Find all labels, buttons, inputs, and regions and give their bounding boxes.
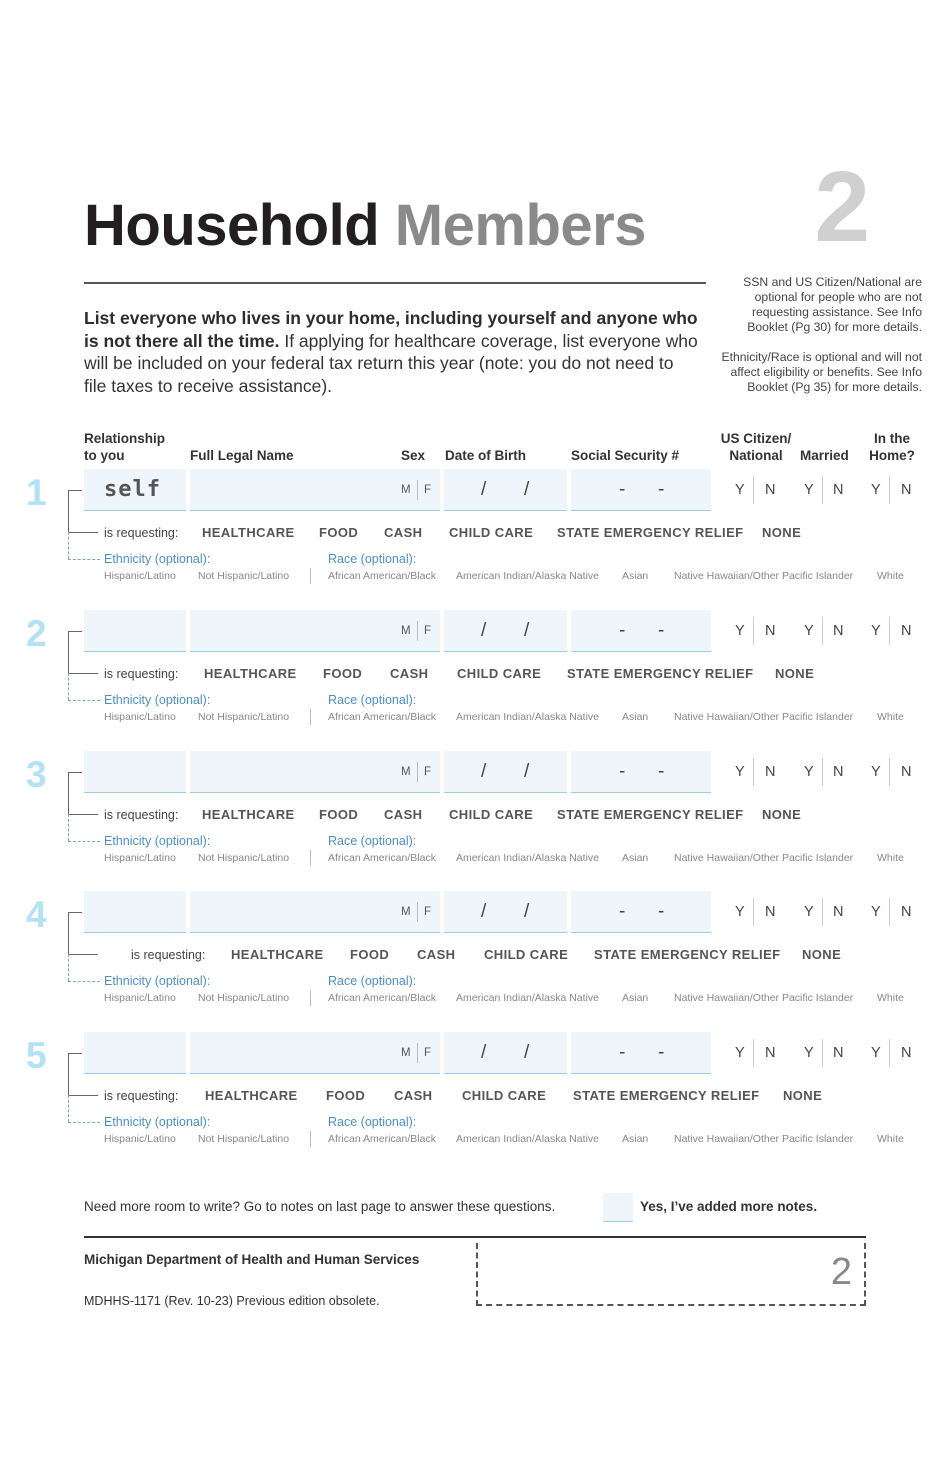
sex-female-option[interactable]: F <box>424 484 432 496</box>
race-option[interactable]: African American/Black <box>328 1133 436 1145</box>
bracket-top-line <box>68 772 82 773</box>
dob-slash: / <box>481 620 487 641</box>
dob-slash: / <box>524 1042 530 1063</box>
race-option[interactable]: Native Hawaiian/Other Pacific Islander <box>674 711 854 723</box>
col-home <box>866 430 918 464</box>
citizen-separator <box>753 898 754 926</box>
request-none-option[interactable]: NONE <box>775 666 815 681</box>
home-no[interactable]: N <box>901 904 912 920</box>
title-light: Members <box>394 193 646 258</box>
ssn-dash: - <box>619 901 626 922</box>
married-yes[interactable]: Y <box>804 623 814 639</box>
ssn-dash: - <box>658 479 665 500</box>
request-food-option[interactable]: FOOD <box>326 1088 366 1103</box>
race-option[interactable]: Asian <box>622 992 649 1004</box>
ethnicity-race-separator <box>310 850 311 866</box>
col-dob: Date of Birth <box>445 448 526 463</box>
ssn-field[interactable] <box>571 751 711 793</box>
race-option[interactable]: African American/Black <box>328 570 436 582</box>
ssn-field[interactable] <box>571 1032 711 1074</box>
request-none-option[interactable]: NONE <box>762 525 802 540</box>
bracket-top-line <box>68 912 82 913</box>
ethnicity-option[interactable]: Hispanic/Latino <box>104 852 176 864</box>
sex-female-option[interactable]: F <box>424 766 432 778</box>
race-label: Race (optional): <box>328 552 417 566</box>
ethnicity-label: Ethnicity (optional): <box>104 1115 211 1129</box>
request-none-option[interactable]: NONE <box>802 947 842 962</box>
ethnicity-race-separator <box>310 1131 311 1147</box>
request-none-option[interactable]: NONE <box>783 1088 823 1103</box>
dob-field[interactable] <box>444 469 567 511</box>
sex-separator <box>417 762 418 782</box>
ssn-dash: - <box>658 620 665 641</box>
bracket-dashed-horizontal <box>68 1122 100 1123</box>
request-child-care-option[interactable]: CHILD CARE <box>449 525 534 540</box>
ethnicity-option[interactable]: Hispanic/Latino <box>104 1133 176 1145</box>
relationship-field[interactable] <box>84 1032 186 1074</box>
married-separator <box>822 898 823 926</box>
bracket-requesting-line <box>68 673 98 674</box>
request-food-option[interactable]: FOOD <box>323 666 363 681</box>
ethnicity-race-separator <box>310 990 311 1006</box>
section-number: 2 <box>814 151 870 263</box>
race-label: Race (optional): <box>328 1115 417 1129</box>
citizen-no[interactable]: N <box>765 623 776 639</box>
form-number: MDHHS-1171 (Rev. 10-23) Previous edition obsolete. <box>84 1294 380 1308</box>
ethnicity-label: Ethnicity (optional): <box>104 974 211 988</box>
bracket-dashed-horizontal <box>68 559 100 560</box>
home-no[interactable]: N <box>901 1045 912 1061</box>
request-child-care-option[interactable]: CHILD CARE <box>462 1088 547 1103</box>
citizen-yes[interactable]: Y <box>735 1045 745 1061</box>
relationship-field[interactable] <box>84 751 186 793</box>
ethnicity-option[interactable]: Not Hispanic/Latino <box>198 852 290 864</box>
married-no[interactable]: N <box>833 623 844 639</box>
relationship-field[interactable] <box>84 891 186 933</box>
request-cash-option[interactable]: CASH <box>390 666 429 681</box>
request-state-emergency-relief-option[interactable]: STATE EMERGENCY RELIEF <box>594 947 781 962</box>
citizen-yes[interactable]: Y <box>735 904 745 920</box>
race-option[interactable]: White <box>877 1133 904 1145</box>
dob-field[interactable] <box>444 751 567 793</box>
bracket-dashed-vertical <box>68 1095 69 1122</box>
dob-slash: / <box>481 901 487 922</box>
request-healthcare-option[interactable]: HEALTHCARE <box>204 666 297 681</box>
intro-text <box>84 307 699 397</box>
married-yes[interactable]: Y <box>804 764 814 780</box>
sex-female-option[interactable]: F <box>424 1047 432 1059</box>
ssn-dash: - <box>658 761 665 782</box>
ethnicity-race-separator <box>310 568 311 584</box>
ssn-field[interactable] <box>571 610 711 652</box>
home-no[interactable]: N <box>901 764 912 780</box>
ethnicity-note: Ethnicity/Race is optional and will not affect eligibility or benefits. See Info Booklet (Pg 35) for more details. <box>721 350 922 394</box>
sex-male-option[interactable]: M <box>401 766 411 778</box>
citizen-separator <box>753 758 754 786</box>
col-citizen-line1: US Citizen/ <box>720 431 792 446</box>
ethnicity-label: Ethnicity (optional): <box>104 552 211 566</box>
dob-slash: / <box>481 1042 487 1063</box>
intro-normal: If applying for healthcare coverage, list everyone who will be included on your federal tax return this year (note: you do not need to file taxes to receive assistance). <box>84 330 698 396</box>
race-option[interactable]: Native Hawaiian/Other Pacific Islander <box>674 992 854 1004</box>
married-separator <box>822 1039 823 1067</box>
dob-slash: / <box>524 479 530 500</box>
col-citizen-line2: National <box>729 448 783 463</box>
bracket-vertical-line <box>68 1053 69 1095</box>
bracket-dashed-vertical <box>68 532 69 559</box>
dob-slash: / <box>524 761 530 782</box>
request-healthcare-option[interactable]: HEALTHCARE <box>202 807 295 822</box>
col-relationship-line1: Relationship <box>84 431 166 446</box>
bracket-vertical-line <box>68 631 69 673</box>
ssn-note: SSN and US Citizen/National are optional for people who are not requesting assistance. See Info Booklet (Pg 30) for more details. <box>743 275 922 334</box>
race-option[interactable]: Asian <box>622 711 649 723</box>
relationship-value: self <box>104 477 161 502</box>
member-number: 5 <box>26 1035 47 1076</box>
request-food-option[interactable]: FOOD <box>319 525 359 540</box>
request-cash-option[interactable]: CASH <box>417 947 456 962</box>
col-relationship <box>84 430 165 464</box>
race-option[interactable]: American Indian/Alaska Native <box>456 1133 599 1145</box>
ethnicity-option[interactable]: Hispanic/Latino <box>104 570 176 582</box>
married-no[interactable]: N <box>833 764 844 780</box>
ethnicity-option[interactable]: Hispanic/Latino <box>104 992 176 1004</box>
ssn-dash: - <box>658 901 665 922</box>
home-separator <box>889 898 890 926</box>
ssn-dash: - <box>619 620 626 641</box>
race-label: Race (optional): <box>328 693 417 707</box>
race-label: Race (optional): <box>328 974 417 988</box>
request-none-option[interactable]: NONE <box>762 807 802 822</box>
intro-bold: List everyone who lives in your home, including yourself and anyone who is not there all the time. <box>84 308 698 351</box>
ssn-dash: - <box>658 1042 665 1063</box>
race-option[interactable]: Native Hawaiian/Other Pacific Islander <box>674 852 854 864</box>
citizen-separator <box>753 1039 754 1067</box>
request-healthcare-option[interactable]: HEALTHCARE <box>231 947 324 962</box>
title-bold: Household <box>84 193 380 258</box>
requesting-label: is requesting: <box>104 808 179 822</box>
request-cash-option[interactable]: CASH <box>384 807 423 822</box>
member-number: 1 <box>26 472 47 513</box>
ethnicity-label: Ethnicity (optional): <box>104 834 211 848</box>
request-child-care-option[interactable]: CHILD CARE <box>449 807 534 822</box>
citizen-no[interactable]: N <box>765 904 776 920</box>
race-option[interactable]: African American/Black <box>328 992 436 1004</box>
race-option[interactable]: Asian <box>622 570 649 582</box>
page-number: 2 <box>830 1251 852 1293</box>
bracket-dashed-vertical <box>68 814 69 841</box>
ethnicity-option[interactable]: Not Hispanic/Latino <box>198 992 290 1004</box>
sex-male-option[interactable]: M <box>401 1047 411 1059</box>
request-state-emergency-relief-option[interactable]: STATE EMERGENCY RELIEF <box>573 1088 760 1103</box>
ethnicity-label: Ethnicity (optional): <box>104 693 211 707</box>
col-relationship-line2: to you <box>84 448 125 463</box>
col-married: Married <box>800 448 849 463</box>
ssn-dash: - <box>619 761 626 782</box>
requesting-label: is requesting: <box>104 526 179 540</box>
ssn-field[interactable] <box>571 891 711 933</box>
more-notes-label: Yes, I’ve added more notes. <box>640 1199 818 1214</box>
citizen-yes[interactable]: Y <box>735 623 745 639</box>
footer-divider <box>84 1236 866 1238</box>
bracket-dashed-horizontal <box>68 841 100 842</box>
married-yes[interactable]: Y <box>804 482 814 498</box>
ssn-field[interactable] <box>571 469 711 511</box>
married-separator <box>822 758 823 786</box>
bracket-vertical-line <box>68 772 69 814</box>
race-option[interactable]: American Indian/Alaska Native <box>456 992 599 1004</box>
bracket-requesting-line <box>68 532 98 533</box>
requesting-label: is requesting: <box>131 948 206 962</box>
citizen-no[interactable]: N <box>765 764 776 780</box>
race-option[interactable]: African American/Black <box>328 711 436 723</box>
married-yes[interactable]: Y <box>804 904 814 920</box>
request-state-emergency-relief-option[interactable]: STATE EMERGENCY RELIEF <box>557 807 744 822</box>
citizen-no[interactable]: N <box>765 1045 776 1061</box>
citizen-yes[interactable]: Y <box>735 764 745 780</box>
bracket-dashed-vertical <box>68 673 69 700</box>
sex-male-option[interactable]: M <box>401 906 411 918</box>
member-number: 2 <box>26 613 47 654</box>
member-number: 3 <box>26 754 47 795</box>
sex-separator <box>417 902 418 922</box>
bracket-dashed-horizontal <box>68 981 100 982</box>
ethnicity-option[interactable]: Not Hispanic/Latino <box>198 1133 290 1145</box>
race-option[interactable]: American Indian/Alaska Native <box>456 711 599 723</box>
race-option[interactable]: Native Hawaiian/Other Pacific Islander <box>674 570 854 582</box>
home-yes[interactable]: Y <box>871 904 881 920</box>
dob-slash: / <box>524 901 530 922</box>
notes-question: Need more room to write? Go to notes on last page to answer these questions. <box>84 1199 556 1214</box>
race-option[interactable]: African American/Black <box>328 852 436 864</box>
home-separator <box>889 1039 890 1067</box>
col-name: Full Legal Name <box>190 448 294 463</box>
home-no[interactable]: N <box>901 623 912 639</box>
ssn-dash: - <box>619 479 626 500</box>
dob-field[interactable] <box>444 891 567 933</box>
home-no[interactable]: N <box>901 482 912 498</box>
request-state-emergency-relief-option[interactable]: STATE EMERGENCY RELIEF <box>567 666 754 681</box>
bracket-top-line <box>68 1053 82 1054</box>
request-food-option[interactable]: FOOD <box>350 947 390 962</box>
married-no[interactable]: N <box>833 1045 844 1061</box>
col-ssn: Social Security # <box>571 448 680 463</box>
request-state-emergency-relief-option[interactable]: STATE EMERGENCY RELIEF <box>557 525 744 540</box>
dob-field[interactable] <box>444 610 567 652</box>
title-divider <box>84 282 706 284</box>
dob-slash: / <box>524 620 530 641</box>
race-label: Race (optional): <box>328 834 417 848</box>
race-option[interactable]: Asian <box>622 1133 649 1145</box>
sex-separator <box>417 1043 418 1063</box>
col-home-line1: In the <box>874 431 910 446</box>
member-number: 4 <box>26 894 47 935</box>
race-option[interactable]: White <box>877 711 904 723</box>
dob-slash: / <box>481 761 487 782</box>
home-yes[interactable]: Y <box>871 482 881 498</box>
home-separator <box>889 476 890 504</box>
citizen-separator <box>753 476 754 504</box>
relationship-field[interactable] <box>84 610 186 652</box>
ethnicity-option[interactable]: Not Hispanic/Latino <box>198 711 290 723</box>
sex-separator <box>417 621 418 641</box>
request-cash-option[interactable]: CASH <box>394 1088 433 1103</box>
request-food-option[interactable]: FOOD <box>319 807 359 822</box>
race-option[interactable]: Asian <box>622 852 649 864</box>
col-citizen <box>715 430 797 464</box>
bracket-vertical-line <box>68 912 69 954</box>
married-separator <box>822 476 823 504</box>
citizen-no[interactable]: N <box>765 482 776 498</box>
bracket-dashed-vertical <box>68 954 69 981</box>
requesting-label: is requesting: <box>104 1089 179 1103</box>
bracket-vertical-line <box>68 490 69 532</box>
citizen-yes[interactable]: Y <box>735 482 745 498</box>
sex-separator <box>417 480 418 500</box>
sex-male-option[interactable]: M <box>401 484 411 496</box>
bracket-requesting-line <box>68 814 98 815</box>
race-option[interactable]: American Indian/Alaska Native <box>456 852 599 864</box>
bracket-top-line <box>68 490 82 491</box>
dob-field[interactable] <box>444 1032 567 1074</box>
ethnicity-option[interactable]: Not Hispanic/Latino <box>198 570 290 582</box>
more-notes-checkbox[interactable] <box>603 1193 633 1222</box>
page-title <box>84 194 646 258</box>
married-no[interactable]: N <box>833 482 844 498</box>
dob-slash: / <box>481 479 487 500</box>
sex-male-option[interactable]: M <box>401 625 411 637</box>
bracket-dashed-horizontal <box>68 700 100 701</box>
requesting-label: is requesting: <box>104 667 179 681</box>
request-healthcare-option[interactable]: HEALTHCARE <box>205 1088 298 1103</box>
married-separator <box>822 617 823 645</box>
ethnicity-option[interactable]: Hispanic/Latino <box>104 711 176 723</box>
request-cash-option[interactable]: CASH <box>384 525 423 540</box>
bracket-top-line <box>68 631 82 632</box>
home-separator <box>889 617 890 645</box>
request-healthcare-option[interactable]: HEALTHCARE <box>202 525 295 540</box>
col-sex: Sex <box>401 448 426 463</box>
ethnicity-race-separator <box>310 709 311 725</box>
citizen-separator <box>753 617 754 645</box>
bracket-requesting-line <box>68 954 98 955</box>
home-yes[interactable]: Y <box>871 1045 881 1061</box>
race-option[interactable]: American Indian/Alaska Native <box>456 570 599 582</box>
home-yes[interactable]: Y <box>871 623 881 639</box>
request-child-care-option[interactable]: CHILD CARE <box>457 666 542 681</box>
race-option[interactable]: Native Hawaiian/Other Pacific Islander <box>674 1133 854 1145</box>
ssn-dash: - <box>619 1042 626 1063</box>
home-yes[interactable]: Y <box>871 764 881 780</box>
bracket-requesting-line <box>68 1095 98 1096</box>
sex-female-option[interactable]: F <box>424 906 432 918</box>
married-no[interactable]: N <box>833 904 844 920</box>
race-option[interactable]: White <box>877 570 904 582</box>
race-option[interactable]: White <box>877 852 904 864</box>
department-name: Michigan Department of Health and Human Services <box>84 1252 420 1267</box>
home-separator <box>889 758 890 786</box>
request-child-care-option[interactable]: CHILD CARE <box>484 947 569 962</box>
col-home-line2: Home? <box>869 448 915 463</box>
sex-female-option[interactable]: F <box>424 625 432 637</box>
race-option[interactable]: White <box>877 992 904 1004</box>
married-yes[interactable]: Y <box>804 1045 814 1061</box>
